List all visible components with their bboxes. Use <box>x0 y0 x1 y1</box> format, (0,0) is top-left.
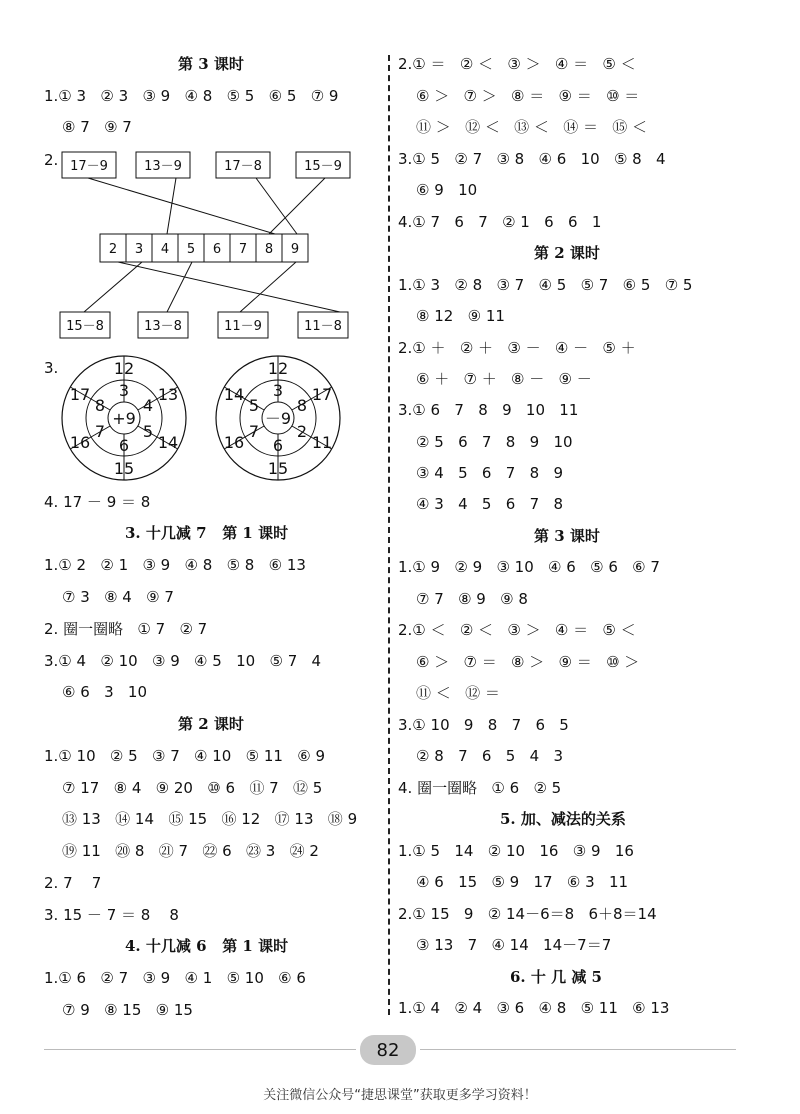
r-l3-q1-line1: 1.① 9 ② 9 ③ 10 ④ 6 ⑤ 6 ⑥ 7 <box>398 558 660 576</box>
wheel-outer-number: 17 <box>311 385 333 404</box>
wheel-inner-number: 3 <box>118 381 130 400</box>
s3-q3-line1: 3.① 4 ② 10 ③ 9 ④ 5 10 ⑤ 7 4 <box>44 652 322 670</box>
s3-q2: 2. 圈一圈略 ① 7 ② 7 <box>44 620 208 638</box>
bottom-box <box>138 312 188 338</box>
s6-q1: 1.① 4 ② 4 ③ 6 ④ 8 ⑤ 11 ⑥ 13 <box>398 999 670 1017</box>
section4-title: 4. 十几减 6 第 1 课时 <box>125 937 289 955</box>
l3-q1-line2: ⑧ 7 ⑨ 7 <box>62 118 132 136</box>
r-l2-q2-line1: 2.① ＋ ② ＋ ③ － ④ － ⑤ ＋ <box>398 339 636 357</box>
r-l3-q3-line2: ② 8 7 6 5 4 3 <box>416 747 563 765</box>
bottom-box <box>298 312 348 338</box>
footer-rule-left <box>44 1049 356 1050</box>
wheel-outer-number: 11 <box>311 433 333 452</box>
wheel-outer-number: 16 <box>223 433 245 452</box>
s3-q1-line1: 1.① 2 ② 1 ③ 9 ④ 8 ⑤ 8 ⑥ 13 <box>44 556 306 574</box>
bottom-box-label: 11－8 <box>304 319 342 334</box>
r-l3-q3-line1: 3.① 10 9 8 7 6 5 <box>398 716 569 734</box>
r-l2-q1-line1: 1.① 3 ② 8 ③ 7 ④ 5 ⑤ 7 ⑥ 5 ⑦ 5 <box>398 276 693 294</box>
wheel-outer-number: 14 <box>157 433 179 452</box>
wheel-plus-nine <box>62 356 186 480</box>
wheel-outer-number: 17 <box>69 385 91 404</box>
s4-q1-line2: ⑦ 9 ⑧ 15 ⑨ 15 <box>62 1001 193 1019</box>
s5-q1-line2: ④ 6 15 ⑤ 9 17 ⑥ 3 11 <box>416 873 629 891</box>
number-cell: 3 <box>134 242 144 257</box>
wheel-inner-number: 5 <box>248 396 260 415</box>
number-cell: 5 <box>186 242 196 257</box>
r-q2-line3: ⑪ ＞ ⑫ ＜ ⑬ ＜ ⑭ ＝ ⑮ ＜ <box>416 118 648 136</box>
r-l2-q1-line2: ⑧ 12 ⑨ 11 <box>416 307 505 325</box>
s5-q2-line1: 2.① 15 9 ② 14－6＝8 6＋8＝14 <box>398 905 657 923</box>
s3-lesson2-title: 第 2 课时 <box>178 715 244 733</box>
wheel-outer-number: 15 <box>267 459 289 478</box>
r-l2-q3-line3: ③ 4 5 6 7 8 9 <box>416 464 563 482</box>
number-row <box>100 234 308 262</box>
section5-title: 5. 加、减法的关系 <box>500 810 626 828</box>
number-cell: 7 <box>238 242 248 257</box>
wheel-inner-number: 7 <box>248 422 260 441</box>
r-l3-q1-line2: ⑦ 7 ⑧ 9 ⑨ 8 <box>416 590 528 608</box>
column-divider <box>388 55 390 1015</box>
r-l3-q2-line3: ⑪ ＜ ⑫ ＝ <box>416 684 500 702</box>
wheel-inner-number: 6 <box>272 436 284 455</box>
r-q4: 4.① 7 6 7 ② 1 6 6 1 <box>398 213 602 231</box>
top-box-label: 15－9 <box>304 159 342 174</box>
wheel-inner-number: 7 <box>94 422 106 441</box>
page-number-badge <box>360 1035 416 1065</box>
r-q2-line2: ⑥ ＞ ⑦ ＞ ⑧ ＝ ⑨ ＝ ⑩ ＝ <box>416 87 640 105</box>
l3-q4: 4. 17 － 9 ＝ 8 <box>44 493 151 511</box>
wheel-outer-number: 13 <box>157 385 179 404</box>
bottom-boxes <box>60 312 348 338</box>
wheel-outer-number: 14 <box>223 385 245 404</box>
l3-q2-label: 2. <box>44 151 59 169</box>
wheel-inner-number: 4 <box>142 396 154 415</box>
lesson3-title: 第 3 课时 <box>178 55 244 73</box>
s3l2-q1-line3: ⑬ 13 ⑭ 14 ⑮ 15 ⑯ 12 ⑰ 13 ⑱ 9 <box>62 810 358 828</box>
page-number: 82 <box>376 1039 400 1061</box>
matching-diagram <box>40 148 360 344</box>
r-l2-q3-line2: ② 5 6 7 8 9 10 <box>416 433 573 451</box>
r-q3-line1: 3.① 5 ② 7 ③ 8 ④ 6 10 ⑤ 8 4 <box>398 150 666 168</box>
s5-q2-line2: ③ 13 7 ④ 14 14－7＝7 <box>416 936 612 954</box>
top-box-label: 13－9 <box>144 159 182 174</box>
s3-q3-line2: ⑥ 6 3 10 <box>62 683 147 701</box>
wheel-outer-number: 12 <box>267 359 289 378</box>
r-l2-q3-line1: 3.① 6 7 8 9 10 11 <box>398 401 579 419</box>
r-l2-q2-line2: ⑥ ＋ ⑦ ＋ ⑧ － ⑨ － <box>416 370 592 388</box>
number-cell: 9 <box>290 242 300 257</box>
wheel-center-label: －9 <box>264 409 292 428</box>
top-box <box>216 152 270 178</box>
l3-q3-label: 3. <box>44 359 59 377</box>
bottom-box-label: 11－9 <box>224 319 262 334</box>
r-q3-line2: ⑥ 9 10 <box>416 181 478 199</box>
r-l3-q4: 4. 圈一圈略 ① 6 ② 5 <box>398 779 562 797</box>
number-cell: 4 <box>160 242 170 257</box>
s5-q1-line1: 1.① 5 14 ② 10 16 ③ 9 16 <box>398 842 634 860</box>
footer-rule-right <box>420 1049 736 1050</box>
wheel-inner-number: 6 <box>118 436 130 455</box>
s3-q1-line2: ⑦ 3 ⑧ 4 ⑨ 7 <box>62 588 174 606</box>
wheel-inner-number: 3 <box>272 381 284 400</box>
footer-note: 关注微信公众号“捷思课堂”获取更多学习资料！ <box>263 1088 537 1103</box>
s3l2-q2: 2. 7 7 <box>44 874 102 892</box>
top-box <box>296 152 350 178</box>
wheel-inner-number: 8 <box>94 396 106 415</box>
s4-q1-line1: 1.① 6 ② 7 ③ 9 ④ 1 ⑤ 10 ⑥ 6 <box>44 969 306 987</box>
r-lesson3-title: 第 3 课时 <box>534 527 600 545</box>
bottom-box-label: 13－8 <box>144 319 182 334</box>
wheel-inner-number: 8 <box>296 396 308 415</box>
top-box-label: 17－8 <box>224 159 262 174</box>
s3l2-q3: 3. 15 － 7 ＝ 8 8 <box>44 906 179 924</box>
wheel-center-label: +9 <box>112 409 136 428</box>
r-l2-q3-line4: ④ 3 4 5 6 7 8 <box>416 495 563 513</box>
s3l2-q1-line2: ⑦ 17 ⑧ 4 ⑨ 20 ⑩ 6 ⑪ 7 ⑫ 5 <box>62 779 323 797</box>
top-box-label: 17－9 <box>70 159 108 174</box>
top-boxes <box>62 152 350 178</box>
wheel-inner-number: 2 <box>296 422 308 441</box>
r-lesson2-title: 第 2 课时 <box>534 244 600 262</box>
wheel-minus-nine <box>216 356 340 480</box>
r-l3-q2-line2: ⑥ ＞ ⑦ ＝ ⑧ ＞ ⑨ ＝ ⑩ ＞ <box>416 653 640 671</box>
r-q2-line1: 2.① ＝ ② ＜ ③ ＞ ④ ＝ ⑤ ＜ <box>398 55 636 73</box>
wheel-inner-number: 5 <box>142 422 154 441</box>
r-l3-q2-line1: 2.① ＜ ② ＜ ③ ＞ ④ ＝ ⑤ ＜ <box>398 621 636 639</box>
wheel-outer-number: 16 <box>69 433 91 452</box>
number-cell: 8 <box>264 242 274 257</box>
section3-title: 3. 十几减 7 第 1 课时 <box>125 524 289 542</box>
l3-q1-line1: 1.① 3 ② 3 ③ 9 ④ 8 ⑤ 5 ⑥ 5 ⑦ 9 <box>44 87 339 105</box>
top-box <box>136 152 190 178</box>
number-cell: 6 <box>212 242 222 257</box>
top-box <box>62 152 116 178</box>
bottom-box-label: 15－8 <box>66 319 104 334</box>
bottom-box <box>218 312 268 338</box>
s3l2-q1-line1: 1.① 10 ② 5 ③ 7 ④ 10 ⑤ 11 ⑥ 9 <box>44 747 326 765</box>
wheel-outer-number: 15 <box>113 459 135 478</box>
section6-title: 6. 十 几 减 5 <box>510 968 602 986</box>
number-cell: 2 <box>108 242 118 257</box>
number-wheels <box>40 352 380 486</box>
wheel-outer-number: 12 <box>113 359 135 378</box>
bottom-box <box>60 312 110 338</box>
s3l2-q1-line4: ⑲ 11 ⑳ 8 ㉑ 7 ㉒ 6 ㉓ 3 ㉔ 2 <box>62 842 319 860</box>
